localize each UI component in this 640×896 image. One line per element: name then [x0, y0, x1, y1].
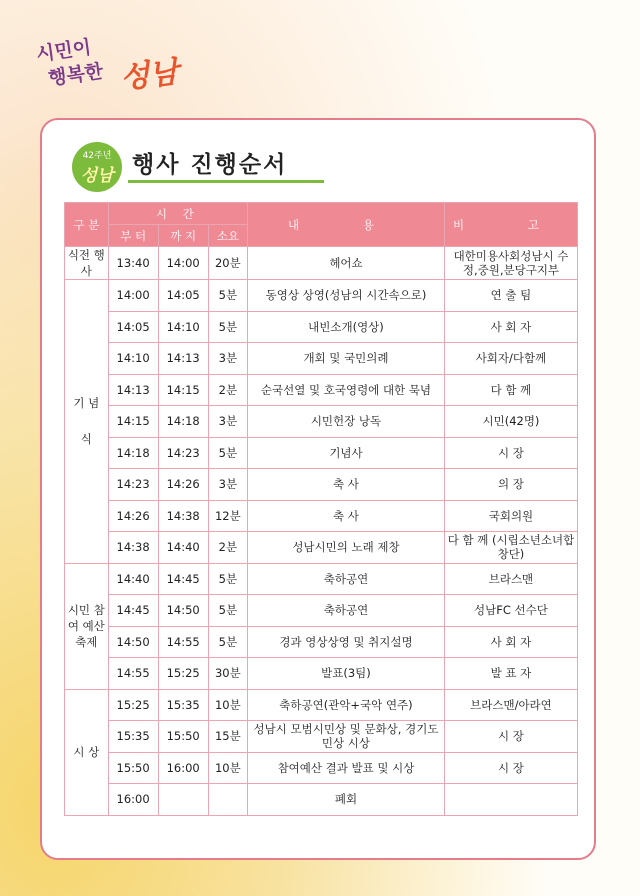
table-row: [65, 343, 578, 375]
end-cell: 14:50: [158, 595, 208, 627]
note-cell: 시 장: [444, 752, 577, 784]
table-row: [65, 437, 578, 469]
duration-cell: 10분: [208, 689, 247, 721]
start-cell: 16:00: [108, 784, 158, 816]
end-cell: 14:26: [158, 469, 208, 501]
schedule-body: [65, 247, 578, 816]
content-cell: 헤어쇼: [248, 247, 445, 280]
note-cell: 대한미용사회성남시 수정,중원,분당구지부: [444, 247, 577, 280]
end-cell: 14:13: [158, 343, 208, 375]
end-cell: 14:10: [158, 311, 208, 343]
end-cell: 14:45: [158, 563, 208, 595]
start-cell: 14:40: [108, 563, 158, 595]
content-cell: 축하공연: [248, 595, 445, 627]
start-cell: 14:00: [108, 280, 158, 312]
table-row: [65, 311, 578, 343]
schedule-card: [40, 118, 596, 860]
end-cell: 14:40: [158, 532, 208, 564]
category-cell: 기 념 식: [65, 280, 109, 564]
start-cell: 14:15: [108, 406, 158, 438]
header-content: 내 용: [248, 203, 445, 247]
content-cell: 기념사: [248, 437, 445, 469]
start-cell: 14:13: [108, 374, 158, 406]
duration-cell: 15분: [208, 721, 247, 753]
anniversary-badge: [72, 142, 122, 192]
content-cell: 축하공연(관악+국악 연주): [248, 689, 445, 721]
duration-cell: 3분: [208, 469, 247, 501]
start-cell: 13:40: [108, 247, 158, 280]
note-cell: 사회자/다함께: [444, 343, 577, 375]
start-cell: 14:05: [108, 311, 158, 343]
header-start: 부 터: [108, 225, 158, 247]
category-cell: 시민 참여 예산 축제: [65, 563, 109, 689]
table-row: [65, 626, 578, 658]
table-row: [65, 752, 578, 784]
header-end: 까 지: [158, 225, 208, 247]
table-row: [65, 374, 578, 406]
content-cell: 경과 영상상영 및 취지설명: [248, 626, 445, 658]
content-cell: 성남시민의 노래 제창: [248, 532, 445, 564]
logo: [36, 36, 186, 96]
end-cell: 16:00: [158, 752, 208, 784]
end-cell: [158, 784, 208, 816]
duration-cell: 5분: [208, 311, 247, 343]
note-cell: 시민(42명): [444, 406, 577, 438]
start-cell: 14:23: [108, 469, 158, 501]
duration-cell: 12분: [208, 500, 247, 532]
schedule-table: [64, 202, 578, 816]
badge-years: 42주년: [82, 151, 112, 161]
note-cell: 다 함 께: [444, 374, 577, 406]
content-cell: 참여예산 결과 발표 및 시상: [248, 752, 445, 784]
table-row: [65, 500, 578, 532]
header-category: 구 분: [65, 203, 109, 247]
duration-cell: 3분: [208, 406, 247, 438]
note-cell: 다 함 께 (시립소년소녀합창단): [444, 532, 577, 564]
content-cell: 동영상 상영(성남의 시간속으로): [248, 280, 445, 312]
table-row: [65, 532, 578, 564]
duration-cell: 5분: [208, 437, 247, 469]
start-cell: 15:50: [108, 752, 158, 784]
end-cell: 15:25: [158, 658, 208, 690]
note-cell: 브라스맨: [444, 563, 577, 595]
start-cell: 15:35: [108, 721, 158, 753]
table-row: [65, 658, 578, 690]
category-cell: 시 상: [65, 689, 109, 815]
end-cell: 14:38: [158, 500, 208, 532]
note-cell: 브라스맨/아라연: [444, 689, 577, 721]
duration-cell: 3분: [208, 343, 247, 375]
content-cell: 축하공연: [248, 563, 445, 595]
note-cell: [444, 784, 577, 816]
end-cell: 15:35: [158, 689, 208, 721]
duration-cell: 20분: [208, 247, 247, 280]
start-cell: 14:26: [108, 500, 158, 532]
content-cell: 축 사: [248, 469, 445, 501]
header-duration: 소요: [208, 225, 247, 247]
note-cell: 사 회 자: [444, 311, 577, 343]
content-cell: 폐회: [248, 784, 445, 816]
duration-cell: [208, 784, 247, 816]
content-cell: 내빈소개(영상): [248, 311, 445, 343]
table-row: [65, 469, 578, 501]
note-cell: 연 출 팀: [444, 280, 577, 312]
duration-cell: 5분: [208, 280, 247, 312]
content-cell: 순국선열 및 호국영령에 대한 묵념: [248, 374, 445, 406]
start-cell: 14:18: [108, 437, 158, 469]
table-row: [65, 247, 578, 280]
badge-city: 성남: [80, 166, 114, 186]
content-cell: 개회 및 국민의례: [248, 343, 445, 375]
duration-cell: 5분: [208, 626, 247, 658]
content-cell: 시민헌장 낭독: [248, 406, 445, 438]
table-row: [65, 721, 578, 753]
start-cell: 14:50: [108, 626, 158, 658]
content-cell: 축 사: [248, 500, 445, 532]
start-cell: 14:10: [108, 343, 158, 375]
duration-cell: 2분: [208, 532, 247, 564]
logo-line1: 시민이: [34, 36, 93, 66]
note-cell: 성남FC 선수단: [444, 595, 577, 627]
table-row: [65, 595, 578, 627]
end-cell: 14:23: [158, 437, 208, 469]
title-underline: [128, 180, 324, 183]
note-cell: 국회의원: [444, 500, 577, 532]
end-cell: 14:15: [158, 374, 208, 406]
duration-cell: 5분: [208, 595, 247, 627]
table-row: [65, 406, 578, 438]
end-cell: 15:50: [158, 721, 208, 753]
end-cell: 14:05: [158, 280, 208, 312]
start-cell: 15:25: [108, 689, 158, 721]
start-cell: 14:38: [108, 532, 158, 564]
note-cell: 시 장: [444, 721, 577, 753]
end-cell: 14:18: [158, 406, 208, 438]
logo-line2: 행복한: [46, 60, 105, 90]
logo-city: 성남: [118, 55, 181, 96]
note-cell: 의 장: [444, 469, 577, 501]
duration-cell: 10분: [208, 752, 247, 784]
note-cell: 시 장: [444, 437, 577, 469]
table-row: [65, 689, 578, 721]
category-cell: 식전 행사: [65, 247, 109, 280]
page-title: 행사 진행순서: [132, 152, 288, 178]
table-row: [65, 563, 578, 595]
content-cell: 성남시 모범시민상 및 문화상, 경기도민상 시상: [248, 721, 445, 753]
end-cell: 14:00: [158, 247, 208, 280]
duration-cell: 5분: [208, 563, 247, 595]
table-row: [65, 280, 578, 312]
duration-cell: 30분: [208, 658, 247, 690]
header-time: 시 간: [108, 203, 247, 225]
content-cell: 발표(3팀): [248, 658, 445, 690]
start-cell: 14:55: [108, 658, 158, 690]
note-cell: 사 회 자: [444, 626, 577, 658]
end-cell: 14:55: [158, 626, 208, 658]
start-cell: 14:45: [108, 595, 158, 627]
table-row: [65, 784, 578, 816]
duration-cell: 2분: [208, 374, 247, 406]
header-note: 비 고: [444, 203, 577, 247]
note-cell: 발 표 자: [444, 658, 577, 690]
